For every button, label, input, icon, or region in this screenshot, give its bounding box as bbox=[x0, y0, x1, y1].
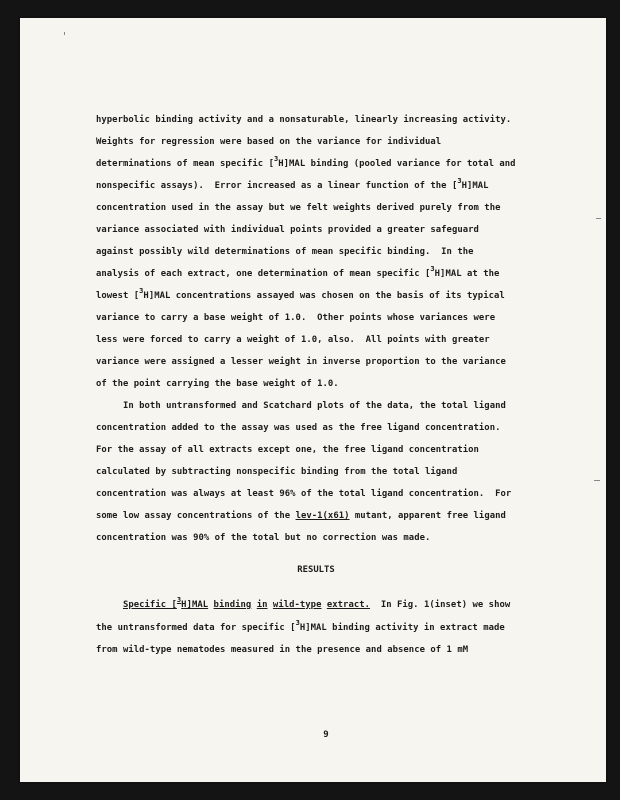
text-line bbox=[96, 619, 505, 634]
text-line bbox=[96, 510, 506, 522]
superscript: 3 bbox=[457, 177, 462, 185]
text-line: variance to carry a base weight of 1.0. Other points whose variances were bbox=[96, 313, 496, 323]
mutant-name: lev-1(x61) bbox=[295, 511, 350, 521]
text-line: less were forced to carry a weight of 1.0, also. All points with greater bbox=[96, 335, 490, 345]
text-line bbox=[96, 265, 500, 280]
text-line: concentration used in the assay but we felt weights derived purely from the bbox=[96, 203, 501, 213]
text-segment: H]MAL at the bbox=[434, 269, 500, 279]
subheading-text: Specific [ bbox=[122, 600, 177, 610]
subheading-text: extract. bbox=[326, 600, 371, 610]
subheading-text: in bbox=[256, 600, 268, 610]
text-line: of the point carrying the base weight of 1.0. bbox=[96, 379, 339, 389]
text-segment: H]MAL concentrations assayed was chosen on the basis of its typical bbox=[143, 291, 505, 301]
text-segment: In Fig. 1(inset) we show bbox=[370, 600, 511, 610]
text-line: against possibly wild determinations of mean specific binding. In the bbox=[96, 247, 474, 257]
subheading-text: H]MAL bbox=[181, 600, 209, 610]
scan-mark bbox=[594, 480, 600, 481]
text-segment: H]MAL binding activity in extract made bbox=[299, 623, 505, 633]
text-line: concentration added to the assay was used as the free ligand concentration. bbox=[96, 423, 501, 433]
text-line bbox=[96, 596, 511, 611]
text-line: In both untransformed and Scatchard plots of the data, the total ligand bbox=[96, 401, 506, 411]
text-line: from wild-type nematodes measured in the presence and absence of 1 mM bbox=[96, 645, 469, 655]
superscript: 3 bbox=[176, 596, 182, 604]
subheading-text: binding bbox=[213, 600, 252, 610]
superscript: 3 bbox=[295, 619, 300, 627]
text-line: variance associated with individual points provided a greater safeguard bbox=[96, 225, 479, 235]
text-line bbox=[96, 155, 516, 170]
superscript: 3 bbox=[273, 155, 279, 163]
text-segment: mutant, apparent free ligand bbox=[349, 511, 506, 521]
text-line bbox=[96, 177, 489, 192]
text-segment: analysis of each extract, one determination of mean specific [ bbox=[96, 269, 431, 279]
text-line: For the assay of all extracts except one, the free ligand concentration bbox=[96, 445, 479, 455]
page-number: 9 bbox=[323, 730, 329, 740]
text-line: Weights for regression were based on the variance for individual bbox=[96, 137, 442, 147]
superscript: 3 bbox=[139, 287, 144, 295]
scan-mark bbox=[64, 32, 65, 35]
text-segment: the untransformed data for specific [ bbox=[96, 623, 296, 633]
scan-mark bbox=[596, 218, 601, 219]
section-heading: RESULTS bbox=[297, 565, 335, 575]
text-segment: nonspecific assays). Error increased as a linear function of the [ bbox=[96, 181, 458, 191]
text-segment: H]MAL binding (pooled variance for total and bbox=[278, 159, 516, 169]
superscript: 3 bbox=[430, 265, 435, 273]
text-line: concentration was 90% of the total but no correction was made. bbox=[96, 533, 431, 543]
text-line: calculated by subtracting nonspecific binding from the total ligand bbox=[96, 467, 458, 477]
text-line: concentration was always at least 96% of the total ligand concentration. For bbox=[96, 489, 512, 499]
subheading-text: wild-type bbox=[272, 600, 322, 610]
text-segment: lowest [ bbox=[96, 291, 140, 301]
text-line: variance were assigned a lesser weight in inverse proportion to the variance bbox=[96, 357, 506, 367]
text-segment: some low assay concentrations of the bbox=[96, 511, 296, 521]
text-segment: H]MAL bbox=[461, 181, 489, 191]
text-line: hyperbolic binding activity and a nonsaturable, linearly increasing activity. bbox=[96, 115, 512, 125]
document-page bbox=[20, 18, 606, 782]
text-line bbox=[96, 287, 505, 302]
text-segment: determinations of mean specific [ bbox=[96, 159, 274, 169]
